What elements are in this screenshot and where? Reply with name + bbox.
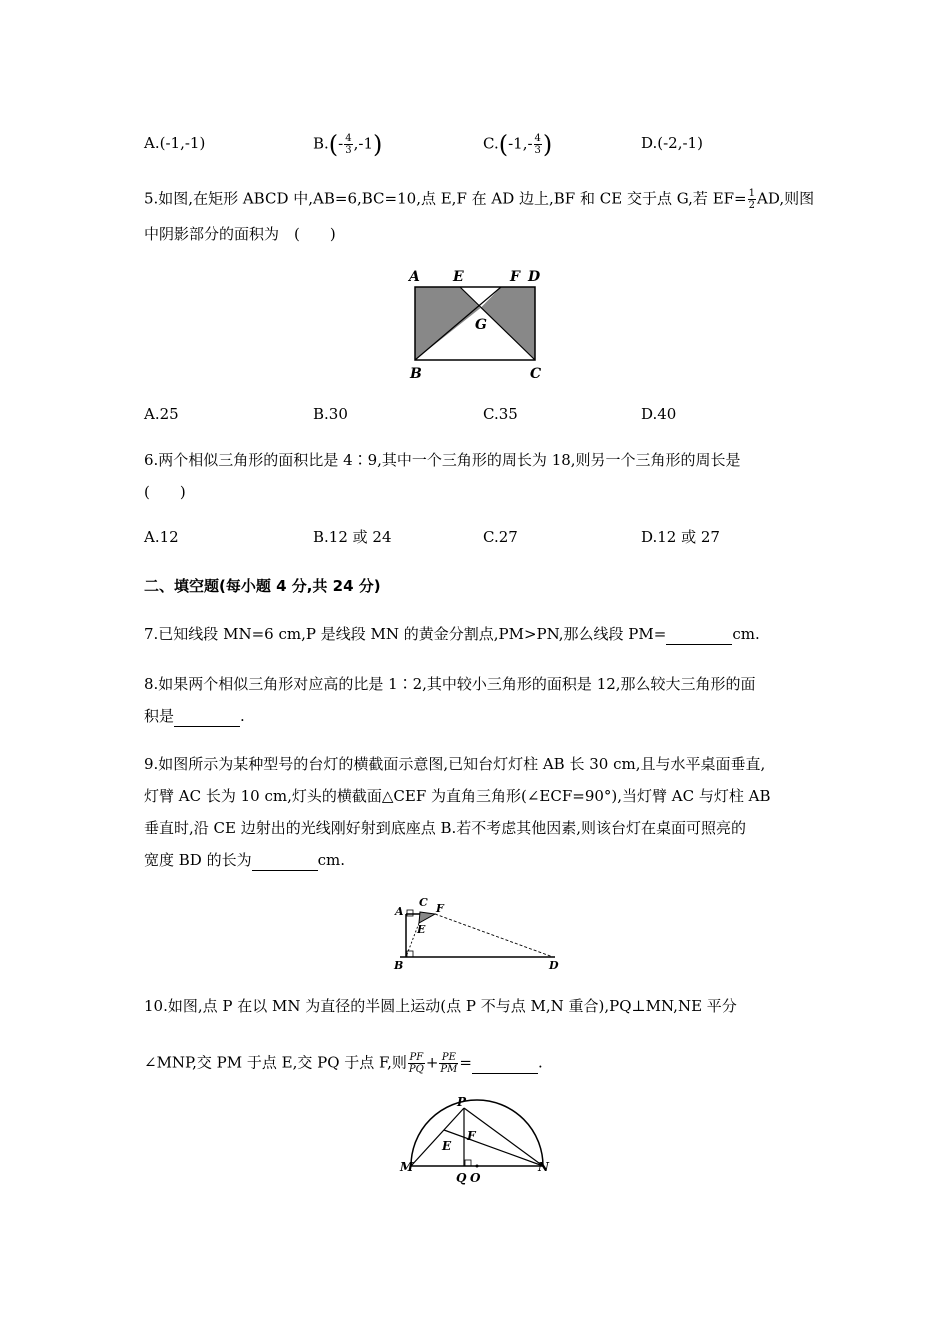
q7-answer-blank[interactable] xyxy=(666,624,732,645)
q8-answer-blank[interactable] xyxy=(174,706,240,727)
q10-segment-pn xyxy=(464,1108,543,1166)
q6-option-a: A.12 xyxy=(144,528,179,546)
q4-option-c-num: 4 xyxy=(534,133,541,144)
q7-stem xyxy=(144,624,760,645)
q5-label-c: C xyxy=(530,366,542,382)
q9-label-c: C xyxy=(419,896,428,909)
q5-option-a: A.25 xyxy=(144,405,179,423)
q5-label-g: G xyxy=(475,317,487,333)
q5-label-e: E xyxy=(453,269,464,285)
section-title: 二、填空题(每小题 4 分,共 24 分) xyxy=(144,577,381,595)
q9-label-b: B xyxy=(394,959,404,972)
q10-equals: = xyxy=(459,1053,472,1072)
q10-stem-line2 xyxy=(144,1052,543,1075)
q6-stem-line1: 6.两个相似三角形的面积比是 4∶9,其中一个三角形的周长为 18,则另一个三角形的周长是 xyxy=(144,451,741,469)
q10-answer-blank[interactable] xyxy=(472,1053,538,1074)
q9-text-b: cm. xyxy=(317,851,345,869)
q5-label-b: B xyxy=(410,366,422,382)
q5-option-d: D.40 xyxy=(641,405,677,423)
q9-stem-line2: 灯臂 AC 长为 10 cm,灯头的横截面△CEF 为直角三角形(∠ECF=90°),当灯臂 AC 与灯柱 AB xyxy=(144,787,771,805)
q10-segment-pm xyxy=(411,1108,464,1166)
q5-frac-den: 2 xyxy=(748,200,755,211)
q4-option-c-prefix: C. xyxy=(483,134,499,153)
q9-text-a: 宽度 BD 的长为 xyxy=(144,851,252,869)
q8-stem-line2 xyxy=(144,706,245,727)
q10-label-q: Q xyxy=(456,1171,467,1185)
q9-stem-line1: 9.如图所示为某种型号的台灯的横截面示意图,已知台灯灯柱 AB 长 30 cm,且与水平桌面垂直, xyxy=(144,755,766,773)
q4-option-c-first: -1,- xyxy=(508,134,533,153)
q4-option-b xyxy=(313,130,383,159)
q5-label-d: D xyxy=(528,269,541,285)
q10-figure xyxy=(398,1092,558,1187)
q10-stem-line1: 10.如图,点 P 在以 MN 为直径的半圆上运动(点 P 不与点 M,N 重合),PQ⊥MN,NE 平分 xyxy=(144,997,737,1015)
q5-stem-line1-b: AD,则图 xyxy=(757,189,815,208)
q4-option-b-den: 3 xyxy=(345,145,352,156)
q10-plus: + xyxy=(425,1053,439,1072)
q4-option-c-den: 3 xyxy=(534,145,541,156)
q10-f2-num: PE xyxy=(439,1052,458,1064)
q10-fraction-1 xyxy=(408,1052,425,1075)
q10-label-n: N xyxy=(538,1160,549,1174)
q5-fraction xyxy=(748,188,756,211)
q5-option-c: C.35 xyxy=(483,405,518,423)
q5-stem-line1 xyxy=(144,188,814,211)
q4-option-b-prefix: B. xyxy=(313,134,329,153)
q4-option-d: D.(-2,-1) xyxy=(641,134,703,152)
q9-light-ray-fd xyxy=(435,914,553,957)
q5-option-b: B.30 xyxy=(313,405,348,423)
q6-option-d: D.12 或 27 xyxy=(641,528,720,546)
q8-text-b: . xyxy=(240,707,245,725)
q5-frac-num: 1 xyxy=(748,188,755,199)
q5-label-a: A xyxy=(409,269,420,285)
q10-text-a: ∠MNP,交 PM 于点 E,交 PQ 于点 F,则 xyxy=(144,1053,407,1072)
q8-stem-line1: 8.如果两个相似三角形对应高的比是 1∶2,其中较小三角形的面积是 12,那么较大三角形的面 xyxy=(144,675,756,693)
q4-option-b-paren-left: ( xyxy=(328,130,339,159)
q5-label-f: F xyxy=(510,269,520,285)
q4-option-b-fraction xyxy=(344,133,352,156)
q10-label-e: E xyxy=(442,1139,452,1153)
q10-label-p: P xyxy=(457,1095,467,1109)
q7-text-b: cm. xyxy=(732,625,760,643)
q9-right-angle-a xyxy=(407,910,413,916)
q10-segment-ne xyxy=(444,1130,543,1166)
q5-stem-line2: 中阴影部分的面积为 ( ) xyxy=(144,225,336,243)
q7-text-a: 7.已知线段 MN=6 cm,P 是线段 MN 的黄金分割点,PM>PN,那么线段 PM= xyxy=(144,625,667,643)
q9-label-e: E xyxy=(417,923,426,936)
q10-label-m: M xyxy=(400,1160,414,1174)
q4-option-b-rest: ,-1 xyxy=(353,134,374,153)
q4-option-b-num: 4 xyxy=(345,133,352,144)
q10-f1-den: PQ xyxy=(408,1064,424,1075)
q4-option-c-paren-right: ) xyxy=(542,130,553,159)
q4-option-b-sign: - xyxy=(338,134,344,153)
q4-option-c-paren-left: ( xyxy=(498,130,509,159)
q10-semicircle xyxy=(411,1100,543,1166)
q10-text-b: . xyxy=(537,1053,543,1072)
q10-f2-den: PM xyxy=(440,1064,458,1075)
q6-option-c: C.27 xyxy=(483,528,518,546)
q9-right-angle-b xyxy=(407,951,413,957)
q10-fraction-2 xyxy=(439,1052,458,1075)
q9-lamp-head-cef xyxy=(419,912,435,923)
q9-label-a: A xyxy=(395,905,404,918)
q9-stem-line3: 垂直时,沿 CE 边射出的光线刚好射到底座点 B.若不考虑其他因素,则该台灯在桌面可照亮的 xyxy=(144,819,747,837)
q9-label-f: F xyxy=(436,902,444,915)
q4-option-a: A.(-1,-1) xyxy=(144,134,206,152)
q6-option-b: B.12 或 24 xyxy=(313,528,392,546)
q9-label-d: D xyxy=(549,959,559,972)
q4-option-c xyxy=(483,130,553,159)
q9-figure xyxy=(390,890,570,975)
q8-text-a: 积是 xyxy=(144,707,175,725)
q4-option-b-paren-right: ) xyxy=(373,130,383,159)
q10-center-point xyxy=(476,1165,479,1168)
q9-answer-blank[interactable] xyxy=(252,850,318,871)
q5-figure xyxy=(400,262,550,382)
q10-label-o: O xyxy=(470,1171,481,1185)
q10-right-angle-q xyxy=(465,1160,471,1166)
q10-label-f: F xyxy=(467,1129,476,1143)
q4-option-c-fraction xyxy=(534,133,542,156)
q10-f1-num: PF xyxy=(409,1052,424,1063)
q6-stem-line2: ( ) xyxy=(144,483,186,501)
q5-stem-line1-a: 5.如图,在矩形 ABCD 中,AB=6,BC=10,点 E,F 在 AD 边上,BF 和 CE 交于点 G,若 EF= xyxy=(144,189,747,208)
q9-stem-line4 xyxy=(144,850,345,871)
